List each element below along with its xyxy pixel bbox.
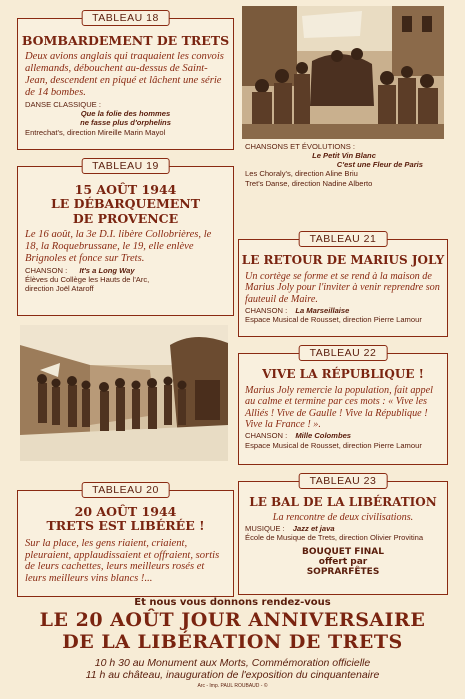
tableau-19-title-3: DE PROVENCE	[72, 210, 179, 226]
tableau-18-piece-1: Que la folie des hommes	[80, 109, 171, 119]
bouquet-sponsor: SOPRARFÊTES	[306, 566, 380, 577]
chansons-credit-1: Les Choraly's, direction Aline Briu	[245, 169, 358, 179]
tableau-21-text: Un cortège se forme et se rend à la maison de Marius Joly pour l'inviter à venir reprendre son fauteuil de Maire.	[245, 270, 440, 305]
tableau-23-text: La rencontre de deux civilisations.	[272, 511, 414, 523]
tableau-20-text: Sur la place, les gens riaient, criaient, pleuraient, applaudissaient et offraient, sortis de leurs cachettes, leurs meilleurs rosés et leurs meilleurs vins blancs !...	[25, 537, 220, 585]
soldiers-march-illustration	[20, 325, 228, 461]
tableau-23-music-line	[245, 524, 441, 533]
bouquet-final: BOUQUET FINAL	[302, 546, 384, 557]
tableau-20-title-1: 20 AOÛT 1944	[74, 504, 177, 519]
tableau-20-tab: TABLEAU 20	[81, 482, 170, 498]
chansons-evolutions-block	[243, 142, 445, 188]
tableau-19-credit-2: direction Joël Ataroff	[25, 284, 94, 294]
footer	[0, 597, 465, 689]
footer-invite: Et nous vous donnons rendez-vous	[134, 597, 331, 608]
tableau-23-box	[238, 475, 448, 595]
tableau-18-genre: DANSE CLASSIQUE :	[25, 99, 101, 109]
tableau-23-music-label: MUSIQUE :	[245, 524, 285, 534]
chansons-song-2: C'est une Fleur de Paris	[336, 160, 423, 170]
tableau-22-song: Mille Colombes	[295, 431, 352, 441]
tableau-22-box	[238, 347, 448, 465]
tableau-19-song-label: CHANSON :	[25, 265, 68, 275]
tableau-19-credit-1: Élèves du Collège les Hauts de l'Arc,	[25, 274, 150, 284]
bouquet-offert-par: offert par	[318, 556, 368, 567]
chansons-song-1: Le Petit Vin Blanc	[312, 151, 376, 161]
tableau-22-title: VIVE LA RÉPUBLIQUE !	[262, 367, 424, 381]
tableau-21-song-label: CHANSON :	[245, 306, 288, 316]
tableau-21-tab: TABLEAU 21	[299, 231, 388, 247]
liberation-crowd-photo	[242, 6, 444, 139]
tableau-19-song-line	[25, 266, 226, 275]
tableau-22-song-line	[245, 431, 441, 440]
tableau-22-tab: TABLEAU 22	[299, 345, 388, 361]
tableau-22-text: Marius Joly remercie la population, fait appel au calme et termine par ces mots : « Vive les Alliés ! Vive de Gaulle ! Vive la République ! Vive la France ! ».	[245, 384, 433, 431]
footer-line-1: 10 h 30 au Monument aux Morts, Commémoration officielle	[94, 656, 371, 669]
tableau-19-box	[17, 160, 234, 316]
tableau-23-title: LE BAL DE LA LIBÉRATION	[249, 495, 437, 509]
tableau-21-song: La Marseillaise	[295, 306, 350, 316]
tableau-21-song-line	[245, 306, 441, 315]
tableau-18-box	[17, 12, 234, 150]
footer-headline-2: DE LA LIBÉRATION DE TRETS	[62, 630, 403, 653]
tableau-22-song-label: CHANSON :	[245, 431, 288, 441]
tableau-23-music: Jazz et java	[292, 524, 335, 534]
liberation-crowd-illustration	[242, 6, 444, 139]
tableau-21-box	[238, 233, 448, 337]
footer-line-2: 11 h au château, inauguration de l'exposition du cinquantenaire	[85, 668, 380, 681]
tableau-23-credit: École de Musique de Trets, direction Olivier Provitina	[245, 533, 424, 543]
tableau-19-song: It's a Long Way	[79, 265, 135, 275]
tableau-20-box	[17, 484, 234, 597]
tableau-19-text: Le 16 août, la 3e D.I. libère Collobrières, le 18, la Roquebrussane, le 19, elle enlève Brignoles et fonce sur Trets.	[25, 229, 212, 264]
tableau-18-text: Deux avions anglais qui traquaient les convois allemands, débouchent au-dessus de Saint-Jean, descendent en piqué et lâchent une série de 14 bombes.	[25, 51, 224, 98]
footer-headline-1: LE 20 AOÛT JOUR ANNIVERSAIRE	[39, 609, 426, 631]
tableau-22-credit: Espace Musical de Rousset, direction Pierre Lamour	[245, 440, 422, 450]
tableau-18-title: BOMBARDEMENT DE TRETS	[21, 33, 230, 48]
tableau-18-tab: TABLEAU 18	[81, 10, 170, 26]
tableau-21-title: LE RETOUR DE MARIUS JOLY	[241, 253, 445, 267]
tableau-18-piece-2: ne fasse plus d'orphelins	[80, 118, 171, 128]
footer-printer: Arc - Imp. PAUL ROUBAUD - ©	[197, 682, 268, 689]
tableau-18-credit: Entrechat's, direction Mireille Marin Mayol	[25, 128, 166, 138]
tableau-23-tab: TABLEAU 23	[299, 473, 388, 489]
soldiers-march-photo	[20, 325, 228, 461]
chansons-evolutions-label: CHANSONS ET ÉVOLUTIONS :	[245, 142, 355, 151]
tableau-21-credit: Espace Musical de Rousset, direction Pierre Lamour	[245, 315, 422, 325]
tableau-19-title-1: 15 AOÛT 1944	[74, 182, 177, 197]
tableau-19-title-2: LE DÉBARQUEMENT	[50, 196, 201, 212]
chansons-credit-2: Tret's Danse, direction Nadine Alberto	[245, 178, 373, 188]
tableau-20-title-2: TRETS EST LIBÉRÉE !	[46, 518, 205, 534]
tableau-19-tab: TABLEAU 19	[81, 158, 170, 174]
